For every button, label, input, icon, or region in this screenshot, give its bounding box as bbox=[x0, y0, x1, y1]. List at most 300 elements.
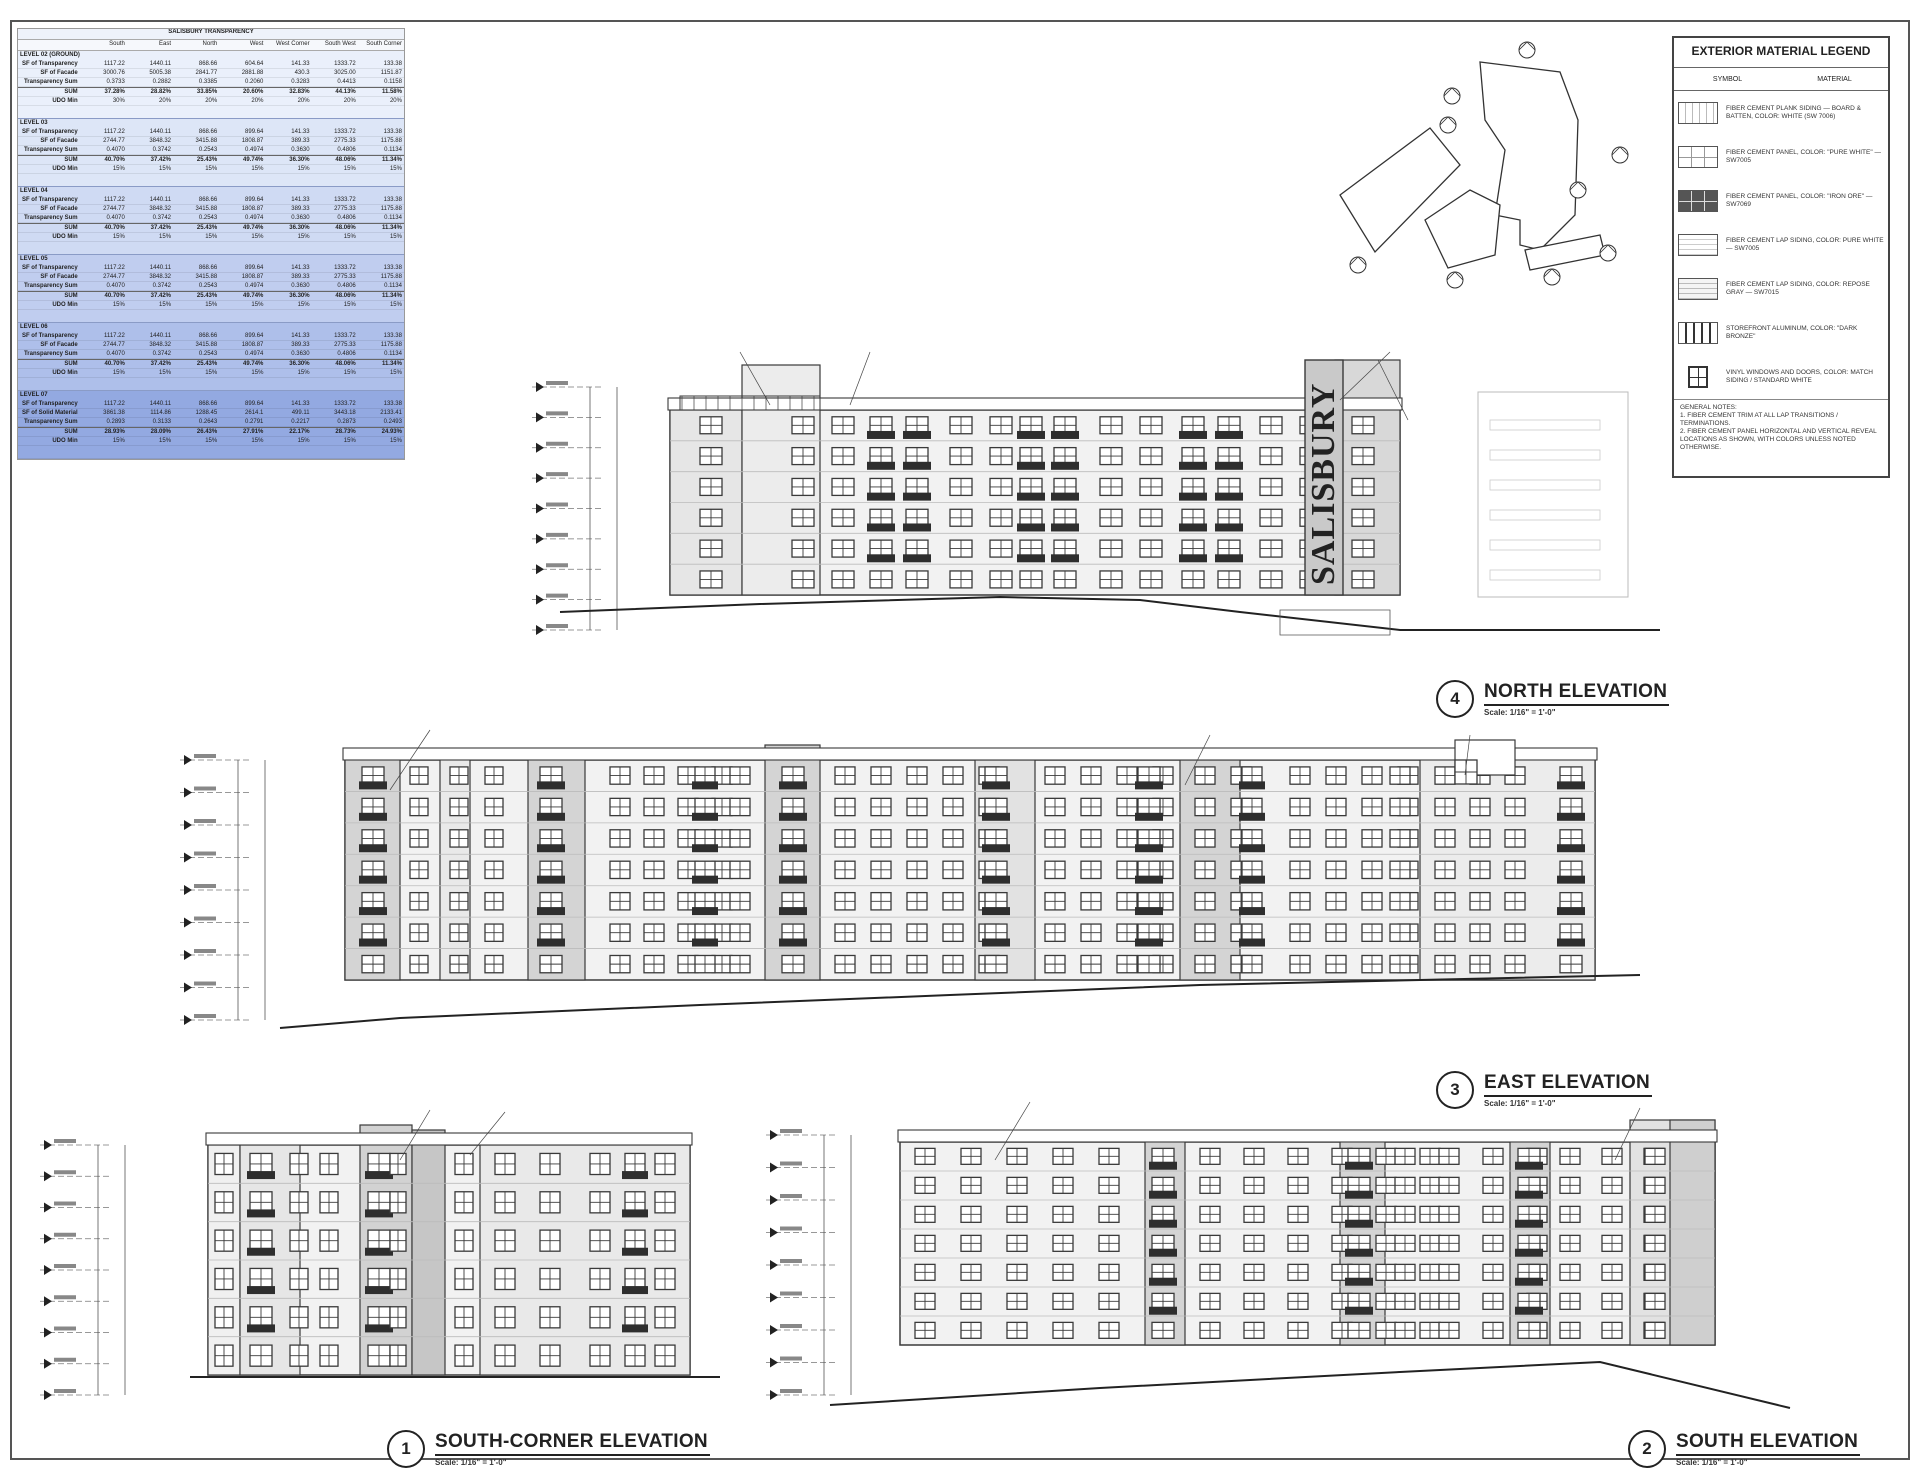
table-row-label: Transparency Sum bbox=[23, 147, 78, 153]
table-cell: 37.42% bbox=[150, 361, 172, 367]
table-cell: 1117.22 bbox=[104, 61, 125, 67]
balcony-railing bbox=[982, 907, 1010, 915]
table-cell: 49.74% bbox=[243, 361, 264, 367]
level-label-mark bbox=[194, 852, 216, 856]
balcony-railing bbox=[1179, 462, 1207, 470]
balcony-railing bbox=[1557, 781, 1585, 789]
table-cell: 20% bbox=[159, 98, 172, 104]
table-cell: 30% bbox=[112, 98, 125, 104]
level-marker bbox=[184, 1015, 192, 1025]
table-cell: 49.74% bbox=[243, 157, 264, 163]
legend-title: EXTERIOR MATERIAL LEGEND bbox=[1691, 44, 1871, 58]
level-label-mark bbox=[546, 533, 568, 537]
balcony-railing bbox=[1215, 431, 1243, 439]
key-plan-marker bbox=[1444, 88, 1460, 104]
table-cell: 15% bbox=[159, 370, 172, 376]
table-cell: 26.43% bbox=[196, 429, 218, 435]
balcony-railing bbox=[365, 1171, 393, 1179]
table-column-header: West bbox=[249, 41, 264, 47]
table-cell: 0.1158 bbox=[384, 79, 402, 85]
table-cell: 141.33 bbox=[291, 129, 310, 135]
table-cell: 0.2893 bbox=[106, 419, 125, 425]
table-row-label: UDO Min bbox=[52, 234, 78, 240]
balcony-railing bbox=[247, 1171, 275, 1179]
view-number: 1 bbox=[387, 1430, 425, 1468]
table-group-title: LEVEL 07 bbox=[20, 392, 48, 398]
table-cell: 22.17% bbox=[289, 429, 310, 435]
table-cell: 389.33 bbox=[291, 342, 310, 348]
table-cell: 0.4974 bbox=[245, 215, 264, 221]
table-column-header: East bbox=[159, 41, 172, 47]
background-window-band bbox=[1490, 570, 1600, 580]
balcony-railing bbox=[1215, 462, 1243, 470]
table-cell: 868.66 bbox=[198, 333, 218, 339]
legend-note: 2. FIBER CEMENT PANEL HORIZONTAL AND VERTICAL REVEAL LOCATIONS AS SHOWN, WITH COLORS UNLESS NOTED OTHERWISE. bbox=[1680, 428, 1877, 451]
balcony-railing bbox=[1239, 781, 1265, 789]
balcony-railing bbox=[1051, 462, 1079, 470]
balcony-railing bbox=[1135, 781, 1163, 789]
table-cell: 1440.11 bbox=[149, 197, 172, 203]
table-cell: 15% bbox=[251, 166, 264, 172]
key-plan-marker bbox=[1519, 42, 1535, 58]
balcony-railing bbox=[622, 1209, 648, 1217]
balcony-railing bbox=[1515, 1191, 1543, 1199]
table-row-label: SF of Facade bbox=[40, 138, 78, 144]
level-label-mark bbox=[780, 1259, 802, 1263]
balcony-railing bbox=[1557, 876, 1585, 884]
table-cell: 3861.38 bbox=[103, 410, 125, 416]
table-cell: 2744.77 bbox=[103, 274, 125, 280]
table-cell: 15% bbox=[343, 166, 356, 172]
table-column-header: North bbox=[202, 41, 218, 47]
table-cell: 0.2643 bbox=[198, 419, 218, 425]
table-cell: 15% bbox=[112, 302, 125, 308]
level-marker bbox=[184, 788, 192, 798]
balcony-railing bbox=[867, 523, 895, 531]
balcony-railing bbox=[1345, 1278, 1373, 1286]
balcony-railing bbox=[982, 813, 1010, 821]
table-cell: 1333.72 bbox=[334, 333, 356, 339]
table-group-title: LEVEL 04 bbox=[20, 188, 48, 194]
table-cell: 40.70% bbox=[104, 361, 125, 367]
table-cell: 11.34% bbox=[381, 157, 402, 163]
balcony-railing bbox=[1135, 939, 1163, 947]
balcony-railing bbox=[359, 813, 387, 821]
balcony-railing bbox=[1515, 1249, 1543, 1257]
level-marker bbox=[44, 1359, 52, 1369]
level-label-mark bbox=[194, 949, 216, 953]
table-cell: 15% bbox=[159, 302, 172, 308]
table-cell: 49.74% bbox=[243, 225, 264, 231]
balcony-railing bbox=[359, 844, 387, 852]
balcony-railing bbox=[1345, 1307, 1373, 1315]
balcony-railing bbox=[692, 813, 718, 821]
table-cell: 3443.18 bbox=[334, 410, 356, 416]
table-cell: 40.70% bbox=[104, 225, 125, 231]
balcony-railing bbox=[867, 493, 895, 501]
table-cell: 1808.87 bbox=[241, 138, 264, 144]
table-row-label: Transparency Sum bbox=[23, 419, 78, 425]
table-cell: 25.43% bbox=[196, 225, 218, 231]
table-cell: 49.74% bbox=[243, 293, 264, 299]
table-cell: 20% bbox=[251, 98, 264, 104]
table-cell: 15% bbox=[205, 438, 218, 444]
level-label-mark bbox=[780, 1292, 802, 1296]
table-cell: 28.82% bbox=[150, 89, 172, 95]
balcony-railing bbox=[1239, 907, 1265, 915]
table-cell: 11.34% bbox=[381, 361, 402, 367]
balcony-railing bbox=[537, 844, 565, 852]
legend-symbol-header: SYMBOL bbox=[1712, 75, 1743, 83]
level-marker bbox=[44, 1328, 52, 1338]
table-cell: 15% bbox=[389, 302, 402, 308]
balcony-railing bbox=[1239, 844, 1265, 852]
table-cell: 15% bbox=[251, 234, 264, 240]
south-corner-level-marks bbox=[40, 1139, 125, 1400]
level-label-mark bbox=[54, 1327, 76, 1331]
key-plan-marker bbox=[1544, 269, 1560, 285]
table-cell: 3000.76 bbox=[103, 70, 125, 76]
table-cell: 1440.11 bbox=[149, 333, 172, 339]
table-cell: 25.43% bbox=[196, 157, 218, 163]
table-cell: 899.64 bbox=[245, 401, 264, 407]
level-label-mark bbox=[546, 594, 568, 598]
table-cell: 15% bbox=[297, 166, 310, 172]
table-cell: 15% bbox=[205, 166, 218, 172]
table-row-label: UDO Min bbox=[52, 370, 78, 376]
balcony-railing bbox=[1051, 554, 1079, 562]
view-number: 4 bbox=[1436, 680, 1474, 718]
background-window-band bbox=[1490, 480, 1600, 490]
table-cell: 44.13% bbox=[335, 89, 356, 95]
level-marker bbox=[536, 625, 544, 635]
table-cell: 0.3133 bbox=[152, 419, 172, 425]
table-cell: 430.3 bbox=[294, 70, 310, 76]
table-row-label: SF of Transparency bbox=[21, 333, 78, 339]
table-cell: 37.28% bbox=[104, 89, 125, 95]
balcony-railing bbox=[247, 1248, 275, 1256]
table-cell: 20% bbox=[389, 98, 402, 104]
table-cell: 0.4070 bbox=[106, 215, 125, 221]
table-row-label: UDO Min bbox=[52, 166, 78, 172]
balcony-railing bbox=[1179, 523, 1207, 531]
table-cell: 0.3742 bbox=[152, 351, 172, 357]
table-cell: 2133.41 bbox=[380, 410, 402, 416]
table-cell: 0.2543 bbox=[198, 283, 218, 289]
grade-line bbox=[280, 975, 1640, 1028]
table-cell: 36.30% bbox=[289, 157, 310, 163]
table-cell: 0.3742 bbox=[152, 215, 172, 221]
table-cell: 48.06% bbox=[335, 361, 356, 367]
table-cell: 15% bbox=[159, 438, 172, 444]
table-cell: 0.3283 bbox=[291, 79, 310, 85]
level-label-mark bbox=[546, 411, 568, 415]
balcony-railing bbox=[622, 1324, 648, 1332]
south-details bbox=[830, 1362, 1790, 1408]
balcony-railing bbox=[903, 523, 931, 531]
table-cell: 36.30% bbox=[289, 293, 310, 299]
balcony-railing bbox=[1515, 1220, 1543, 1228]
level-marker bbox=[770, 1390, 778, 1400]
table-row-label: SF of Transparency bbox=[21, 197, 78, 203]
table-cell: 133.38 bbox=[383, 129, 402, 135]
legend-description: FIBER CEMENT LAP SIDING, COLOR: REPOSE GRAY — SW7015 bbox=[1726, 281, 1870, 296]
table-row-label: SF of Transparency bbox=[21, 265, 78, 271]
table-row-label: SUM bbox=[64, 89, 78, 95]
balcony-railing bbox=[1149, 1249, 1177, 1257]
table-cell: 0.3742 bbox=[152, 147, 172, 153]
level-marker bbox=[770, 1228, 778, 1238]
table-cell: 1175.88 bbox=[380, 138, 402, 144]
table-cell: 0.3385 bbox=[198, 79, 218, 85]
balcony-railing bbox=[1215, 523, 1243, 531]
balcony-railing bbox=[537, 876, 565, 884]
level-marker bbox=[770, 1163, 778, 1173]
view-title: NORTH ELEVATION bbox=[1484, 681, 1669, 706]
balcony-railing bbox=[1149, 1220, 1177, 1228]
table-cell: 11.34% bbox=[381, 225, 402, 231]
balcony-railing bbox=[1215, 493, 1243, 501]
table-cell: 24.93% bbox=[381, 429, 402, 435]
south-corner-elevation bbox=[206, 1125, 692, 1375]
table-cell: 28.09% bbox=[150, 429, 172, 435]
balcony-railing bbox=[1017, 523, 1045, 531]
level-marker bbox=[536, 443, 544, 453]
background-window-band bbox=[1490, 540, 1600, 550]
table-cell: 141.33 bbox=[291, 401, 310, 407]
balcony-railing bbox=[779, 876, 807, 884]
balcony-railing bbox=[359, 781, 387, 789]
level-label-mark bbox=[194, 819, 216, 823]
balcony-railing bbox=[867, 462, 895, 470]
south-level-marks bbox=[766, 1129, 851, 1400]
table-cell: 1175.88 bbox=[380, 274, 402, 280]
table-cell: 0.4806 bbox=[337, 147, 356, 153]
table-cell: 141.33 bbox=[291, 61, 310, 67]
balcony-railing bbox=[1515, 1278, 1543, 1286]
table-row-label: SF of Solid Material bbox=[21, 410, 78, 416]
view-scale: Scale: 1/16" = 1'-0" bbox=[1676, 1458, 1748, 1467]
balcony-railing bbox=[1017, 493, 1045, 501]
balcony-railing bbox=[779, 781, 807, 789]
table-cell: 0.2060 bbox=[245, 79, 264, 85]
table-cell: 899.64 bbox=[245, 265, 264, 271]
table-cell: 3848.32 bbox=[149, 206, 172, 212]
table-cell: 36.30% bbox=[289, 225, 310, 231]
table-row-label: SF of Facade bbox=[40, 70, 78, 76]
level-marker bbox=[536, 412, 544, 422]
north-elevation-title bbox=[1436, 680, 1669, 718]
north-elevation bbox=[668, 360, 1402, 595]
table-cell: 36.30% bbox=[289, 361, 310, 367]
table-row-label: SF of Transparency bbox=[21, 61, 78, 67]
table-group-title: LEVEL 02 (GROUND) bbox=[20, 52, 80, 58]
balcony-railing bbox=[247, 1209, 275, 1217]
table-row-label: UDO Min bbox=[52, 438, 78, 444]
table-row-label: SUM bbox=[64, 157, 78, 163]
table-cell: 3848.32 bbox=[149, 274, 172, 280]
facade-segment bbox=[1670, 1120, 1715, 1345]
balcony-railing bbox=[1135, 844, 1163, 852]
table-cell: 20% bbox=[343, 98, 356, 104]
balcony-railing bbox=[359, 876, 387, 884]
level-marker bbox=[184, 853, 192, 863]
balcony-railing bbox=[779, 907, 807, 915]
view-scale: Scale: 1/16" = 1'-0" bbox=[435, 1458, 507, 1467]
balcony-railing bbox=[1017, 431, 1045, 439]
balcony-railing bbox=[903, 462, 931, 470]
table-cell: 2775.33 bbox=[334, 138, 356, 144]
table-cell: 0.2543 bbox=[198, 351, 218, 357]
level-marker bbox=[770, 1130, 778, 1140]
view-title: SOUTH ELEVATION bbox=[1676, 1431, 1860, 1456]
balcony-railing bbox=[1215, 554, 1243, 562]
table-cell: 27.91% bbox=[243, 429, 264, 435]
table-cell: 133.38 bbox=[383, 265, 402, 271]
table-cell: 0.1134 bbox=[384, 147, 402, 153]
level-label-mark bbox=[546, 563, 568, 567]
balcony-railing bbox=[247, 1286, 275, 1294]
north-level-marks bbox=[532, 381, 617, 635]
level-label-mark bbox=[54, 1170, 76, 1174]
south-elevation bbox=[898, 1120, 1717, 1345]
balcony-railing bbox=[365, 1248, 393, 1256]
table-cell: 389.33 bbox=[291, 206, 310, 212]
table-cell: 604.64 bbox=[245, 61, 264, 67]
legend-description: FIBER CEMENT PANEL, COLOR: "PURE WHITE" — SW7005 bbox=[1726, 149, 1881, 164]
balcony-railing bbox=[982, 844, 1010, 852]
table-cell: 0.1134 bbox=[384, 351, 402, 357]
table-row-label: Transparency Sum bbox=[23, 79, 78, 85]
balcony-railing bbox=[1345, 1249, 1373, 1257]
table-cell: 0.3733 bbox=[106, 79, 125, 85]
table-row-label: SF of Transparency bbox=[21, 129, 78, 135]
table-cell: 141.33 bbox=[291, 333, 310, 339]
table-cell: 2744.77 bbox=[103, 138, 125, 144]
table-cell: 20% bbox=[205, 98, 218, 104]
table-cell: 15% bbox=[343, 234, 356, 240]
balcony-railing bbox=[622, 1248, 648, 1256]
level-label-mark bbox=[780, 1162, 802, 1166]
key-plan-marker bbox=[1612, 147, 1628, 163]
table-cell: 0.3630 bbox=[291, 351, 310, 357]
balcony-railing bbox=[982, 876, 1010, 884]
level-label-mark bbox=[546, 472, 568, 476]
table-cell: 1333.72 bbox=[334, 61, 356, 67]
balcony-railing bbox=[1051, 431, 1079, 439]
table-row-label: SUM bbox=[64, 225, 78, 231]
table-cell: 0.4413 bbox=[337, 79, 356, 85]
south-elevation-title bbox=[1628, 1430, 1860, 1468]
table-cell: 1333.72 bbox=[334, 401, 356, 407]
balcony-railing bbox=[359, 907, 387, 915]
table-row-label: Transparency Sum bbox=[23, 351, 78, 357]
table-cell: 0.2543 bbox=[198, 215, 218, 221]
level-marker bbox=[770, 1325, 778, 1335]
legend-material-header: MATERIAL bbox=[1817, 75, 1852, 83]
level-marker bbox=[44, 1140, 52, 1150]
level-marker bbox=[184, 820, 192, 830]
level-label-mark bbox=[54, 1389, 76, 1393]
table-cell: 2775.33 bbox=[334, 206, 356, 212]
level-marker bbox=[770, 1260, 778, 1270]
table-cell: 1440.11 bbox=[149, 265, 172, 271]
table-cell: 0.4070 bbox=[106, 351, 125, 357]
table-cell: 48.06% bbox=[335, 225, 356, 231]
table-group-title: LEVEL 06 bbox=[20, 324, 48, 330]
table-cell: 1117.22 bbox=[104, 129, 125, 135]
balcony-railing bbox=[537, 781, 565, 789]
level-marker bbox=[44, 1234, 52, 1244]
table-cell: 868.66 bbox=[198, 129, 218, 135]
balcony-railing bbox=[537, 907, 565, 915]
table-cell: 5005.38 bbox=[149, 70, 172, 76]
table-cell: 15% bbox=[297, 438, 310, 444]
table-cell: 0.4974 bbox=[245, 283, 264, 289]
level-label-mark bbox=[54, 1264, 76, 1268]
balcony-railing bbox=[1017, 554, 1045, 562]
table-cell: 133.38 bbox=[383, 197, 402, 203]
balcony-railing bbox=[247, 1324, 275, 1332]
level-marker bbox=[184, 983, 192, 993]
table-cell: 15% bbox=[159, 166, 172, 172]
table-cell: 40.70% bbox=[104, 157, 125, 163]
level-label-mark bbox=[780, 1324, 802, 1328]
table-column-header: South West bbox=[324, 41, 356, 47]
table-cell: 1175.88 bbox=[380, 342, 402, 348]
table-group-title: LEVEL 05 bbox=[20, 256, 48, 262]
table-cell: 15% bbox=[112, 438, 125, 444]
balcony-railing bbox=[1557, 907, 1585, 915]
balcony-railing bbox=[365, 1286, 393, 1294]
table-cell: 0.2543 bbox=[198, 147, 218, 153]
legend-description: FIBER CEMENT PANEL, COLOR: "IRON ORE" — SW7069 bbox=[1726, 193, 1873, 208]
table-cell: 3848.32 bbox=[149, 342, 172, 348]
level-label-mark bbox=[780, 1357, 802, 1361]
level-marker bbox=[184, 918, 192, 928]
table-cell: 2881.88 bbox=[241, 70, 264, 76]
building-sign-text: SALISBURY bbox=[1305, 382, 1342, 585]
legend-description: FIBER CEMENT LAP SIDING, COLOR: PURE WHITE — SW7005 bbox=[1726, 237, 1884, 252]
table-cell: 141.33 bbox=[291, 197, 310, 203]
balcony-railing bbox=[1345, 1220, 1373, 1228]
table-cell: 499.11 bbox=[291, 410, 310, 416]
level-label-mark bbox=[54, 1233, 76, 1237]
level-marker bbox=[770, 1293, 778, 1303]
east-elevation-title bbox=[1436, 1071, 1652, 1109]
table-cell: 15% bbox=[297, 302, 310, 308]
table-cell: 15% bbox=[112, 370, 125, 376]
level-marker bbox=[770, 1195, 778, 1205]
table-cell: 15% bbox=[343, 438, 356, 444]
table-cell: 0.1134 bbox=[384, 215, 402, 221]
balcony-railing bbox=[1179, 493, 1207, 501]
balcony-railing bbox=[365, 1209, 393, 1217]
table-cell: 1440.11 bbox=[149, 401, 172, 407]
level-label-mark bbox=[54, 1202, 76, 1206]
table-cell: 133.38 bbox=[383, 61, 402, 67]
level-marker bbox=[536, 534, 544, 544]
level-label-mark bbox=[780, 1194, 802, 1198]
background-building bbox=[1478, 392, 1628, 597]
balcony-railing bbox=[1179, 431, 1207, 439]
table-cell: 15% bbox=[251, 302, 264, 308]
table-cell: 389.33 bbox=[291, 274, 310, 280]
key-plan-marker bbox=[1350, 257, 1366, 273]
table-title: SALISBURY TRANSPARENCY bbox=[18, 29, 404, 40]
balcony-railing bbox=[1149, 1162, 1177, 1170]
table-cell: 11.58% bbox=[381, 89, 402, 95]
